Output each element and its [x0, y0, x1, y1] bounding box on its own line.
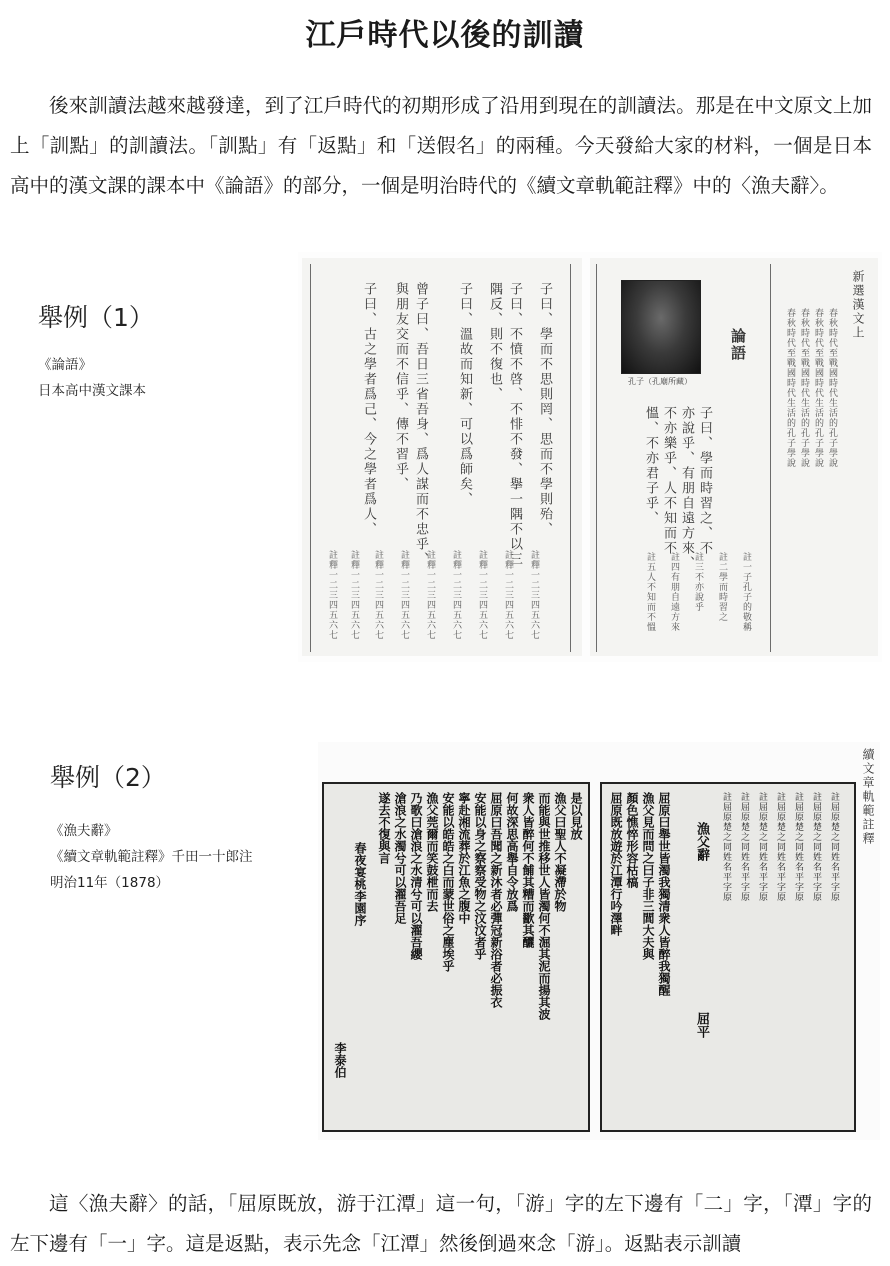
- text-column: 漁父莞爾而笑鼓枻而去: [425, 792, 439, 912]
- yufuci-author: 屈平: [694, 1012, 709, 1038]
- example-1-book: 《論語》: [38, 357, 92, 373]
- text-column: 屈原既放遊於江潭行吟澤畔: [609, 792, 623, 936]
- text-column: 子曰、學而時習之、不: [697, 406, 712, 556]
- text-column: 子曰、溫故而知新、可以爲師矣、: [457, 282, 472, 507]
- example-2-date: 明治11年（1878）: [50, 875, 170, 891]
- text-column: 子曰、學而不思則罔、思而不學則殆、: [537, 282, 552, 537]
- example-1-source: 日本高中漢文課本: [38, 383, 146, 399]
- example-2-label: 舉例（2）: [50, 763, 166, 792]
- text-column: 慍、不亦君子乎、: [643, 406, 658, 526]
- text-column: 亦說乎、有朋自遠方來、: [679, 406, 694, 571]
- intro-paragraph: 後來訓讀法越來越發達，到了江戶時代的初期形成了沿用到現在的訓讀法。那是在中文原文上加上「訓點」的訓讀法。「訓點」有「返點」和「送假名」的兩種。今天發給大家的材料，一個是日本高中的漢文課的課本中《論語》的部分，一個是明治時代的《續文章軌範註釋》中的〈漁夫辭〉。: [10, 94, 872, 197]
- text-column: 而能與世推移世人皆濁何不淈其泥而揚其波: [537, 792, 551, 1020]
- lunyu-textbook-scan: [298, 252, 882, 662]
- text-column: 屈原曰吾聞之新沐者必彈冠新浴者必振衣: [489, 792, 503, 1008]
- yufuci-woodblock-scan: [318, 742, 880, 1140]
- text-column: 漁父見而問之曰子非三閭大夫與: [641, 792, 655, 960]
- text-column: 安能以皓皓之白而蒙世俗之塵埃乎: [441, 792, 455, 972]
- portrait-caption: 孔子（孔廟所藏）: [628, 377, 692, 386]
- woodblock-left-page: [322, 782, 590, 1132]
- page-title: 江戶時代以後的訓讀: [305, 18, 585, 53]
- text-column: 子曰、不憤不啓、不悱不發、擧一隅不以三: [507, 282, 522, 567]
- confucius-portrait: [621, 280, 701, 374]
- text-column: 安能以身之察察受物之汶汶者乎: [473, 792, 487, 960]
- text-column: 遂去不復與言: [377, 792, 391, 864]
- book-edge-title: 續文章軌範註釋: [861, 748, 875, 846]
- example-2-work: 《漁夫辭》: [50, 823, 118, 839]
- yufuci-title: 漁父辭: [694, 822, 709, 861]
- text-column: 隅反、則不復也、: [487, 282, 502, 402]
- example-1-label: 舉例（1）: [38, 303, 154, 332]
- text-column: 不亦樂乎、人不知而不: [661, 406, 676, 556]
- text-column: 衆人皆醉何不餔其糟而歠其釃: [521, 792, 535, 948]
- text-column: 與朋友交而不信乎、傳不習乎、: [393, 282, 408, 492]
- text-column: 漁父曰聖人不凝滯於物: [553, 792, 567, 912]
- text-column: 子曰、古之學者爲己、今之學者爲人、: [361, 282, 376, 537]
- next-author: 李泰伯: [333, 1042, 347, 1078]
- textbook-left-page: 子曰、學而不思則罔、思而不學則殆、 子曰、不憤不啓、不悱不發、擧一隅不以三 隅反、則不復也、 子曰、溫故而知新、可以爲師矣、 曾子曰、吾日三省吾身、爲人謀而不忠乎、 與朋友交而不信乎、傳不習乎、 子曰、古之學者爲己、今之學者爲人、 註釋一二三四五六七 註釋一二三四五六七 註釋一二三四五六七 註釋一二三四五六七 註釋一二三四五六七 註釋一二三四五六七 註釋一二三四五六七 註釋一二三四五六七 註釋一二三四五六七: [302, 258, 582, 656]
- text-column: 顏色憔悴形容枯槁: [625, 792, 639, 888]
- example-2-book: 《續文章軌範註釋》千田一十郎注: [50, 849, 253, 865]
- text-column: 何故深思高舉自令放爲: [505, 792, 519, 912]
- explanation-paragraph: 這〈漁夫辭〉的話，「屈原既放，游于江潭」這一句，「游」字的左下邊有「二」字，「潭」字的左下邊有「一」字。這是返點，表示先念「江潭」然後倒過來念「游」。返點表示訓讀: [10, 1192, 872, 1255]
- text-column: 滄浪之水濁兮可以濯吾足: [393, 792, 407, 924]
- text-column: 是以見放: [569, 792, 583, 840]
- next-title: 春夜宴桃李園序: [353, 842, 367, 926]
- text-column: 乃歌曰滄浪之水清兮可以濯吾纓: [409, 792, 423, 960]
- text-column: 曾子曰、吾日三省吾身、爲人謀而不忠乎、: [413, 282, 428, 567]
- example-2-caption: [50, 818, 253, 896]
- textbook-series: 新選漢文上: [851, 270, 865, 340]
- example-1-caption: [38, 352, 146, 404]
- text-column: 屈原曰舉世皆濁我獨清衆人皆醉我獨醒: [657, 792, 671, 996]
- woodblock-right-page: 屈原既放遊於江潭行吟澤畔 顏色憔悴形容枯槁 漁父見而問之曰子非三閭大夫與 屈原曰舉世皆濁我獨清衆人皆醉我獨醒 漁父辭 屈平 註屈原楚之同姓名平字原 註屈原楚之同姓名平字原 註屈原楚之同姓名平字原 註屈原楚之同姓名平字原 註屈原楚之同姓名平字原 註屈原楚之同姓名平字原 註屈原楚之同姓名平字原: [600, 782, 856, 1132]
- text-column: 寧赴湘流葬於江魚之腹中: [457, 792, 471, 924]
- lunyu-heading: 論語: [729, 328, 747, 362]
- textbook-right-page: 新選漢文上 春秋時代至戰國時代生活的孔子學說 春秋時代至戰國時代生活的孔子學說 春秋時代至戰國時代生活的孔子學說 春秋時代至戰國時代生活的孔子學說 論語 子曰、學而時習之、不 亦說乎、有朋自遠方來、 不亦樂乎、人不知而不 慍、不亦君子乎、 註一子孔子的敬稱 註二學而時習之 註三不亦說乎 註四有朋自遠方來 註五人不知而不慍: [590, 258, 878, 656]
